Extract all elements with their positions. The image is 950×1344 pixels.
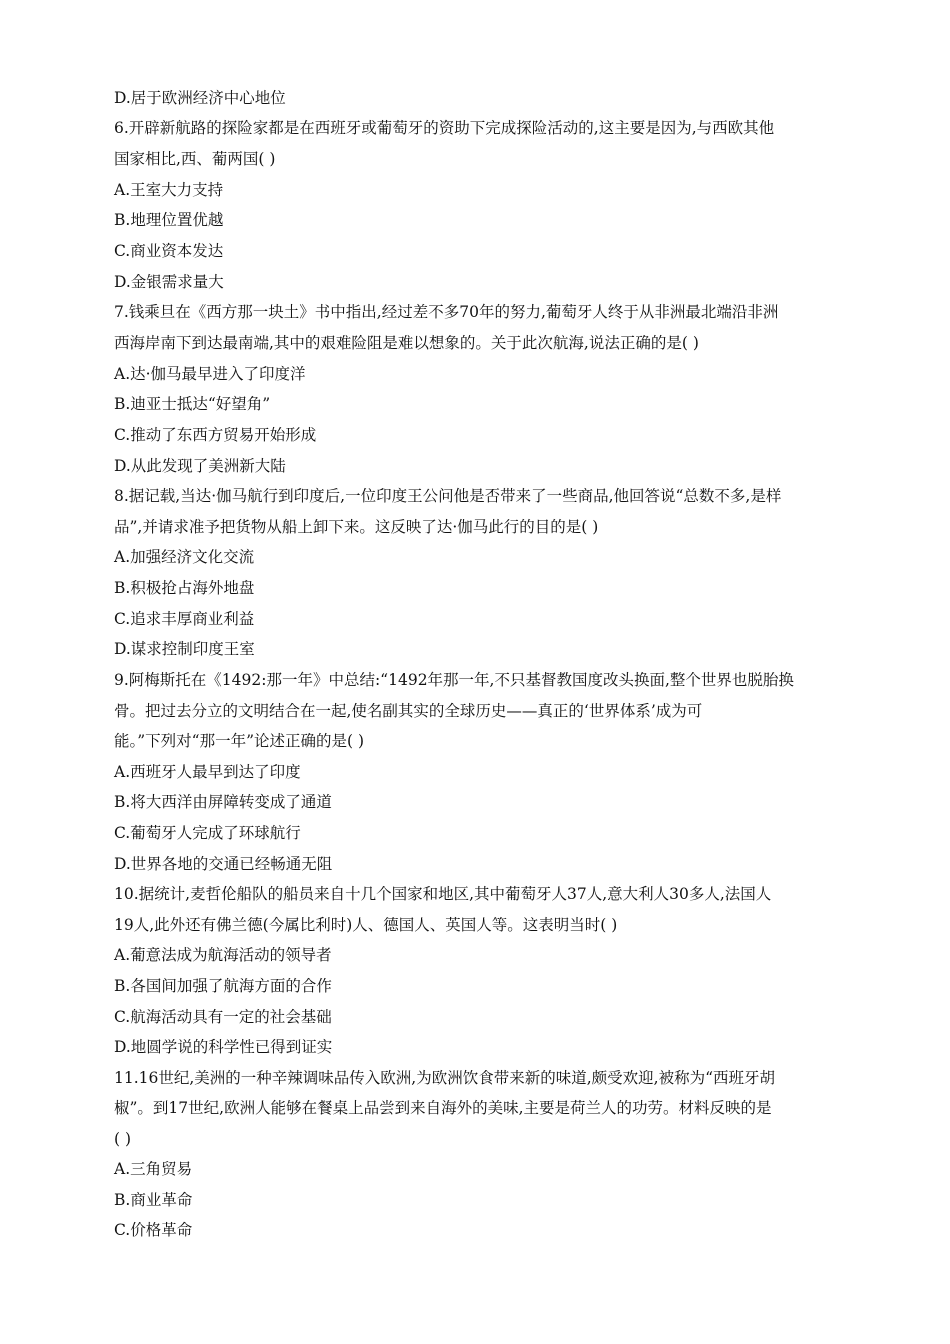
answer-option-a: A.葡意法成为航海活动的领导者	[114, 946, 332, 964]
answer-option-b: B.积极抢占海外地盘	[114, 579, 255, 597]
question-6-stem: 国家相比,西、葡两国( )	[114, 150, 276, 168]
question-9-stem: 9.阿梅斯托在《1492:那一年》中总结:“1492年那一年,不只基督教国度改头换面,整个世界也脱胎换	[114, 671, 794, 689]
question-11-stem: 椒”。到17世纪,欧洲人能够在餐桌上品尝到来自海外的美味,主要是荷兰人的功劳。材料反映的是	[114, 1099, 772, 1117]
question-11-stem: ( )	[114, 1130, 132, 1148]
answer-option-a: A.三角贸易	[114, 1160, 193, 1178]
answer-option-b: B.商业革命	[114, 1191, 193, 1209]
question-8-stem: 8.据记载,当达·伽马航行到印度后,一位印度王公问他是否带来了一些商品,他回答说“总数不多,是样	[114, 487, 782, 505]
question-8-stem: 品”,并请求准予把货物从船上卸下来。这反映了达·伽马此行的目的是( )	[114, 518, 599, 536]
answer-option-a: A.达·伽马最早进入了印度洋	[114, 365, 306, 383]
question-10-stem: 19人,此外还有佛兰德(今属比利时)人、德国人、英国人等。这表明当时( )	[114, 916, 618, 934]
answer-option-b: B.迪亚士抵达“好望角”	[114, 395, 271, 413]
answer-option-d: D.世界各地的交通已经畅通无阻	[114, 855, 333, 873]
answer-option-d: D.地圆学说的科学性已得到证实	[114, 1038, 333, 1056]
question-6-stem: 6.开辟新航路的探险家都是在西班牙或葡萄牙的资助下完成探险活动的,这主要是因为,与西欧其他	[114, 119, 775, 137]
question-9-stem: 骨。把过去分立的文明结合在一起,使名副其实的全球历史——真正的‘世界体系’成为可	[114, 702, 703, 720]
answer-option-c: C.推动了东西方贸易开始形成	[114, 426, 317, 444]
answer-option-a: A.加强经济文化交流	[114, 548, 255, 566]
answer-option-c: C.商业资本发达	[114, 242, 224, 260]
answer-option-b: B.将大西洋由屏障转变成了通道	[114, 793, 332, 811]
answer-option-b: B.地理位置优越	[114, 211, 224, 229]
question-7-stem: 西海岸南下到达最南端,其中的艰难险阻是难以想象的。关于此次航海,说法正确的是( )	[114, 334, 699, 352]
question-11-stem: 11.16世纪,美洲的一种辛辣调味品传入欧洲,为欧洲饮食带来新的味道,颇受欢迎,被称为“西班牙胡	[114, 1069, 776, 1087]
answer-option-b: B.各国间加强了航海方面的合作	[114, 977, 332, 995]
question-7-stem: 7.钱乘旦在《西方那一块土》书中指出,经过差不多70年的努力,葡萄牙人终于从非洲最北端沿非洲	[114, 303, 779, 321]
answer-option-c: C.葡萄牙人完成了环球航行	[114, 824, 301, 842]
question-10-stem: 10.据统计,麦哲伦船队的船员来自十几个国家和地区,其中葡萄牙人37人,意大利人30多人,法国人	[114, 885, 772, 903]
answer-option-c: C.航海活动具有一定的社会基础	[114, 1008, 332, 1026]
answer-option-c: C.价格革命	[114, 1221, 193, 1239]
answer-option-d: D.从此发现了美洲新大陆	[114, 457, 286, 475]
answer-option-d: D.金银需求量大	[114, 273, 224, 291]
answer-option-d: D.居于欧洲经济中心地位	[114, 89, 286, 107]
answer-option-a: A.王室大力支持	[114, 181, 224, 199]
answer-option-d: D.谋求控制印度王室	[114, 640, 255, 658]
answer-option-c: C.追求丰厚商业利益	[114, 610, 255, 628]
question-9-stem: 能。”下列对“那一年”论述正确的是( )	[114, 732, 365, 750]
answer-option-a: A.西班牙人最早到达了印度	[114, 763, 301, 781]
